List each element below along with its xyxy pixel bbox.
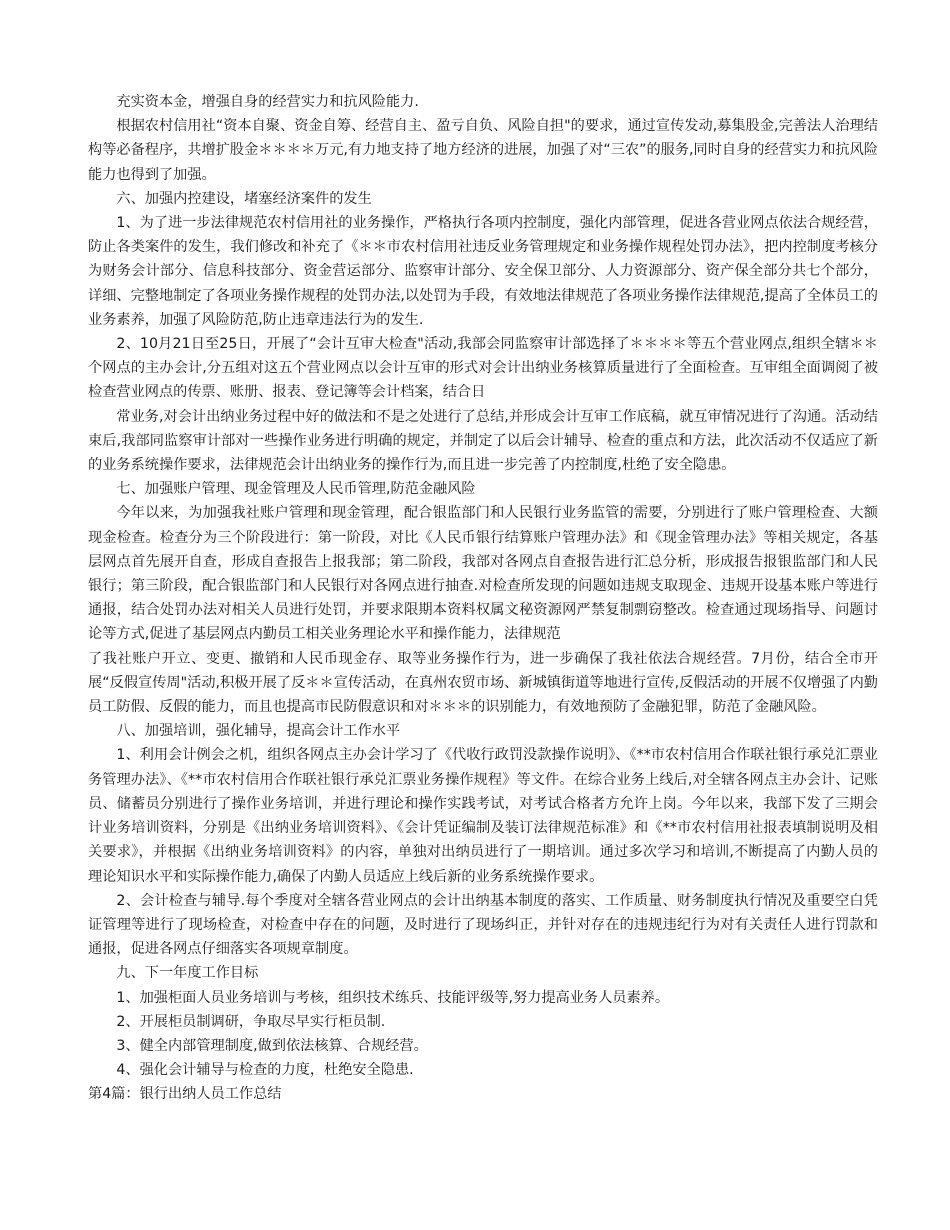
section-heading-6: 六、加强内控建设，堵塞经济案件的发生 xyxy=(116,190,372,207)
paragraph-internal-control-2: 2、10月21日至25日，开展了“会计互审大检查"活动,我部会同监察审计部选择了＊＊＊＊等五个营业网点,组织全辖＊＊个网点的主办会计,分五组对这五个营业网点以会计互审的形式对会计出纳业务核算质量进行了全面检查。互审组全面调阅了被检查营业网点的传票、账册、报表、登记簿等会计档案，结合日 xyxy=(88,336,878,401)
paragraph-capital-intro: 充实资本金，增强自身的经营实力和抗风险能力. xyxy=(116,94,419,110)
section-heading-8: 八、加强培训，强化辅导，提高会计工作水平 xyxy=(116,723,401,740)
paragraph-account-management: 今年以来，为加强我社账户管理和现金管理，配合银监部门和人民银行业务监管的需要，分别进行了账户管理检查、大额现金检查。检查分为三个阶段进行：第一阶段，对比《人民币银行结算账户管理办法》和《现金管理办法》等相关规定，各基层网点首先展开自查，形成自查报告上报我部；第二阶段，我部对各网点自查报告进行汇总分析，形成报告报银监部门和人民银行；第三阶段，配合银监部门和人民银行对各网点进行抽查.对检查所发现的问题如违规支取现金、违规开设基本账户等进行通报，结合处罚办法对相关人员进行处罚，并要求限期本资料权属文秘资源网严禁复制剽窃整改。检查通过现场指导、问题讨论等方式,促进了基层网点内勤员工相关业务理论水平和操作能力，法律规范 xyxy=(88,505,878,643)
goal-item-3: 3、健全内部管理制度,做到依法核算、合规经营。 xyxy=(116,1037,428,1054)
section-heading-9: 九、下一年度工作目标 xyxy=(116,965,259,982)
goal-item-1: 1、加强柜面人员业务培训与考核，组织技术练兵、技能评级等,努力提高业务人员素养。 xyxy=(116,989,670,1006)
paragraph-training-1: 1、利用会计例会之机，组织各网点主办会计学习了《代收行政罚没款操作说明》、《**市农村信用合作联社银行承兑汇票业务管理办法》、《**市农村信用合作联社银行承兑汇票业务操作规程》等文件。在综合业务上线后,对全辖各网点主办会计、记账员、储蓄员分别进行了操作业务培训，并进行理论和操作实践考试，对考试合格者方允许上岗。今年以来，我部下发了三期会计业务培训资料，分别是《出纳业务培训资料》、《会计凭证编制及装订法律规范标准》和《**市农村信用社报表填制说明及相关要求》，并根据《出纳业务培训资料》的内容，单独对出纳员进行了一期培训。通过多次学习和培训,不断提高了内勤人员的理论知识水平和实际操作能力,确保了内勤人员适应上线后新的业务系统操作要求。 xyxy=(88,747,878,885)
document-body xyxy=(88,90,878,1107)
paragraph-internal-control-1: 1、为了进一步法律规范农村信用社的业务操作，严格执行各项内控制度，强化内部管理，促进各营业网点依法合规经营，防止各类案件的发生，我们修改和补充了《＊＊市农村信用社违反业务管理规定和业务操作规程处罚办法》，把内控制度考核分为财务会计部分、信息科技部分、资金营运部分、监察审计部分、安全保卫部分、人力资源部分、资产保全部分共七个部分，详细、完整地制定了各项业务操作规程的处罚办法,以处罚为手段，有效地法律规范了各项业务操作法律规范,提高了全体员工的业务素养，加强了风险防范,防止违章违法行为的发生. xyxy=(88,215,878,328)
goal-item-4: 4、强化会计辅导与检查的力度，杜绝安全隐患. xyxy=(116,1062,414,1079)
paragraph-share-capital: 根据农村信用社“资本自聚、资金自筹、经营自主、盈亏自负、风险自担"的要求，通过宣传发动,募集股金,完善法人治理结构等必备程序，共增扩股金＊＊＊＊万元,有力地支持了地方经济的进展，加强了对“三农”的服务,同时自身的经营实力和抗风险能力也得到了加强。 xyxy=(88,118,878,183)
paragraph-internal-control-2-cont: 常业务,对会计出纳业务过程中好的做法和不是之处进行了总结,并形成会计互审工作底稿，就互审情况进行了沟通。活动结束后,我部同监察审计部对一些操作业务进行明确的规定，并制定了以后会计辅导、检查的重点和方法，此次活动不仅适应了新的业务系统操作要求，法律规范会计出纳业务的操作行为,而且进一步完善了内控制度,杜绝了安全隐患。 xyxy=(88,408,878,474)
paragraph-training-2: 2、会计检查与辅导.每个季度对全辖各营业网点的会计出纳基本制度的落实、工作质量、财务制度执行情况及重要空白凭证管理等进行了现场检查，对检查中存在的问题，及时进行了现场纠正，并针对存在的违规违纪行为对有关责任人进行罚款和通报，促进各网点仔细落实各项规章制度。 xyxy=(88,892,878,958)
paragraph-account-management-cont: 了我社账户开立、变更、撤销和人民币现金存、取等业务操作行为，进一步确保了我社依法合规经营。7月份，结合全市开展“反假宣传周"活动,积极开展了反＊＊宣传活动，在真州农贸市场、新城镇街道等地进行宣传,反假活动的开展不仅增强了内勤员工防假、反假的能力，而且也提高市民防假意识和对＊＊＊的识别能力，有效地预防了金融犯罪，防范了金融风险。 xyxy=(88,650,878,716)
goal-item-2: 2、开展柜员制调研，争取尽早实行柜员制. xyxy=(116,1013,386,1030)
next-article-heading: 第4篇：银行出纳人员工作总结 xyxy=(88,1086,282,1103)
section-heading-7: 七、加强账户管理、现金管理及人民币管理,防范金融风险 xyxy=(116,481,476,498)
